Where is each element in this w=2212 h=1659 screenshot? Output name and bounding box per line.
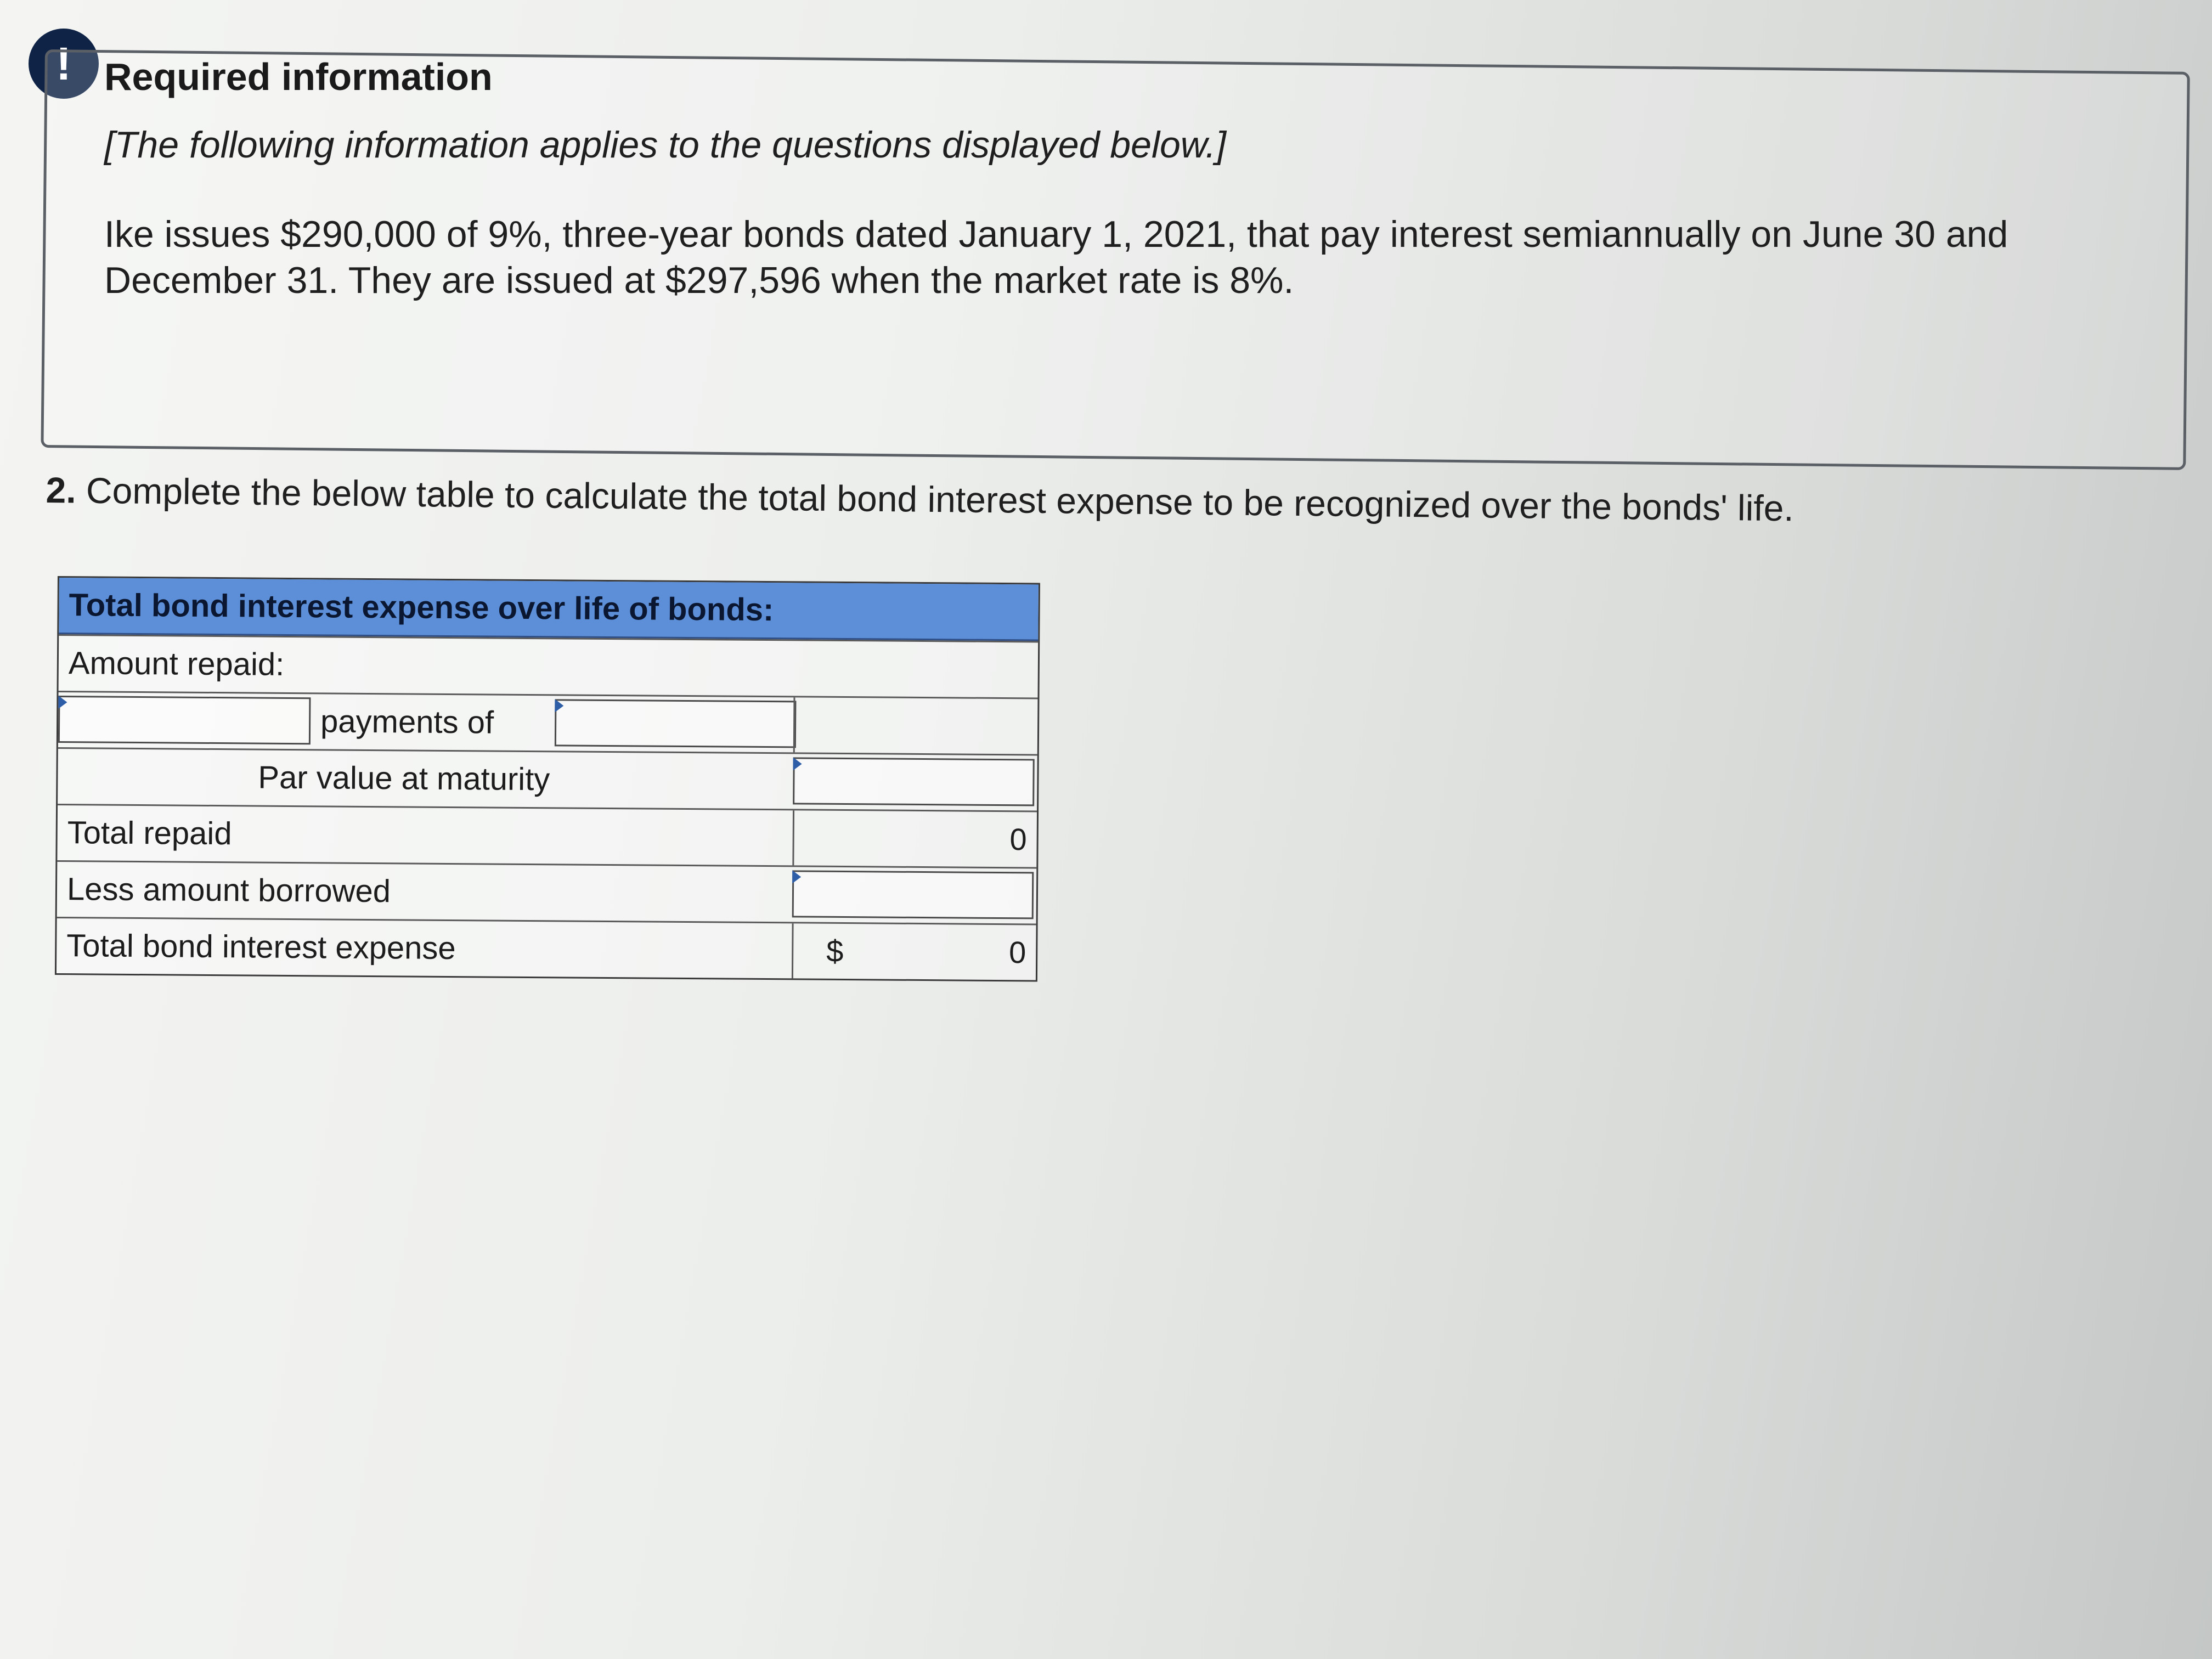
payments-of-label: payments of bbox=[320, 703, 494, 741]
payments-total-cell bbox=[793, 697, 1038, 754]
table-row-payments bbox=[58, 691, 1038, 754]
table-row-total-repaid bbox=[57, 804, 1037, 867]
info-body: Ike issues $290,000 of 9%, three-year bonds dated January 1, 2021, that pay interest semiannually on June 30 and December 31. They are issued at $297,596 when the market rate is 8%. bbox=[104, 213, 2008, 301]
question-body: Complete the below table to calculate the total bond interest expense to be recognized over the bonds' life. bbox=[86, 470, 1795, 529]
bond-interest-table bbox=[55, 576, 1040, 981]
amount-repaid-label: Amount repaid: bbox=[68, 645, 285, 682]
number-of-payments-input[interactable] bbox=[58, 696, 311, 744]
table-row-par-value bbox=[58, 747, 1037, 810]
table-row-amount-repaid bbox=[59, 634, 1039, 697]
total-repaid-value: 0 bbox=[1009, 822, 1027, 857]
table-row-less-borrowed bbox=[57, 860, 1037, 923]
info-note: [The following information applies to the questions displayed below.] bbox=[104, 124, 1227, 166]
total-repaid-cell bbox=[792, 810, 1037, 867]
total-expense-label: Total bond interest expense bbox=[66, 928, 456, 967]
total-expense-value: 0 bbox=[1008, 935, 1026, 970]
amount-borrowed-input[interactable] bbox=[792, 870, 1034, 919]
total-expense-cell bbox=[792, 923, 1036, 980]
table-header: Total bond interest expense over life of bonds: bbox=[59, 578, 1039, 641]
alert-icon: ! bbox=[29, 29, 99, 99]
less-borrowed-label: Less amount borrowed bbox=[66, 871, 391, 910]
par-value-label: Par value at maturity bbox=[258, 759, 550, 798]
question-text bbox=[46, 469, 2186, 533]
total-repaid-label: Total repaid bbox=[67, 815, 232, 852]
currency-symbol: $ bbox=[826, 933, 844, 969]
payment-amount-input[interactable] bbox=[555, 699, 797, 748]
par-value-input[interactable] bbox=[793, 757, 1035, 806]
info-title: Required information bbox=[104, 55, 493, 98]
table-row-total-expense bbox=[57, 917, 1036, 980]
question-number: 2. bbox=[46, 469, 77, 511]
